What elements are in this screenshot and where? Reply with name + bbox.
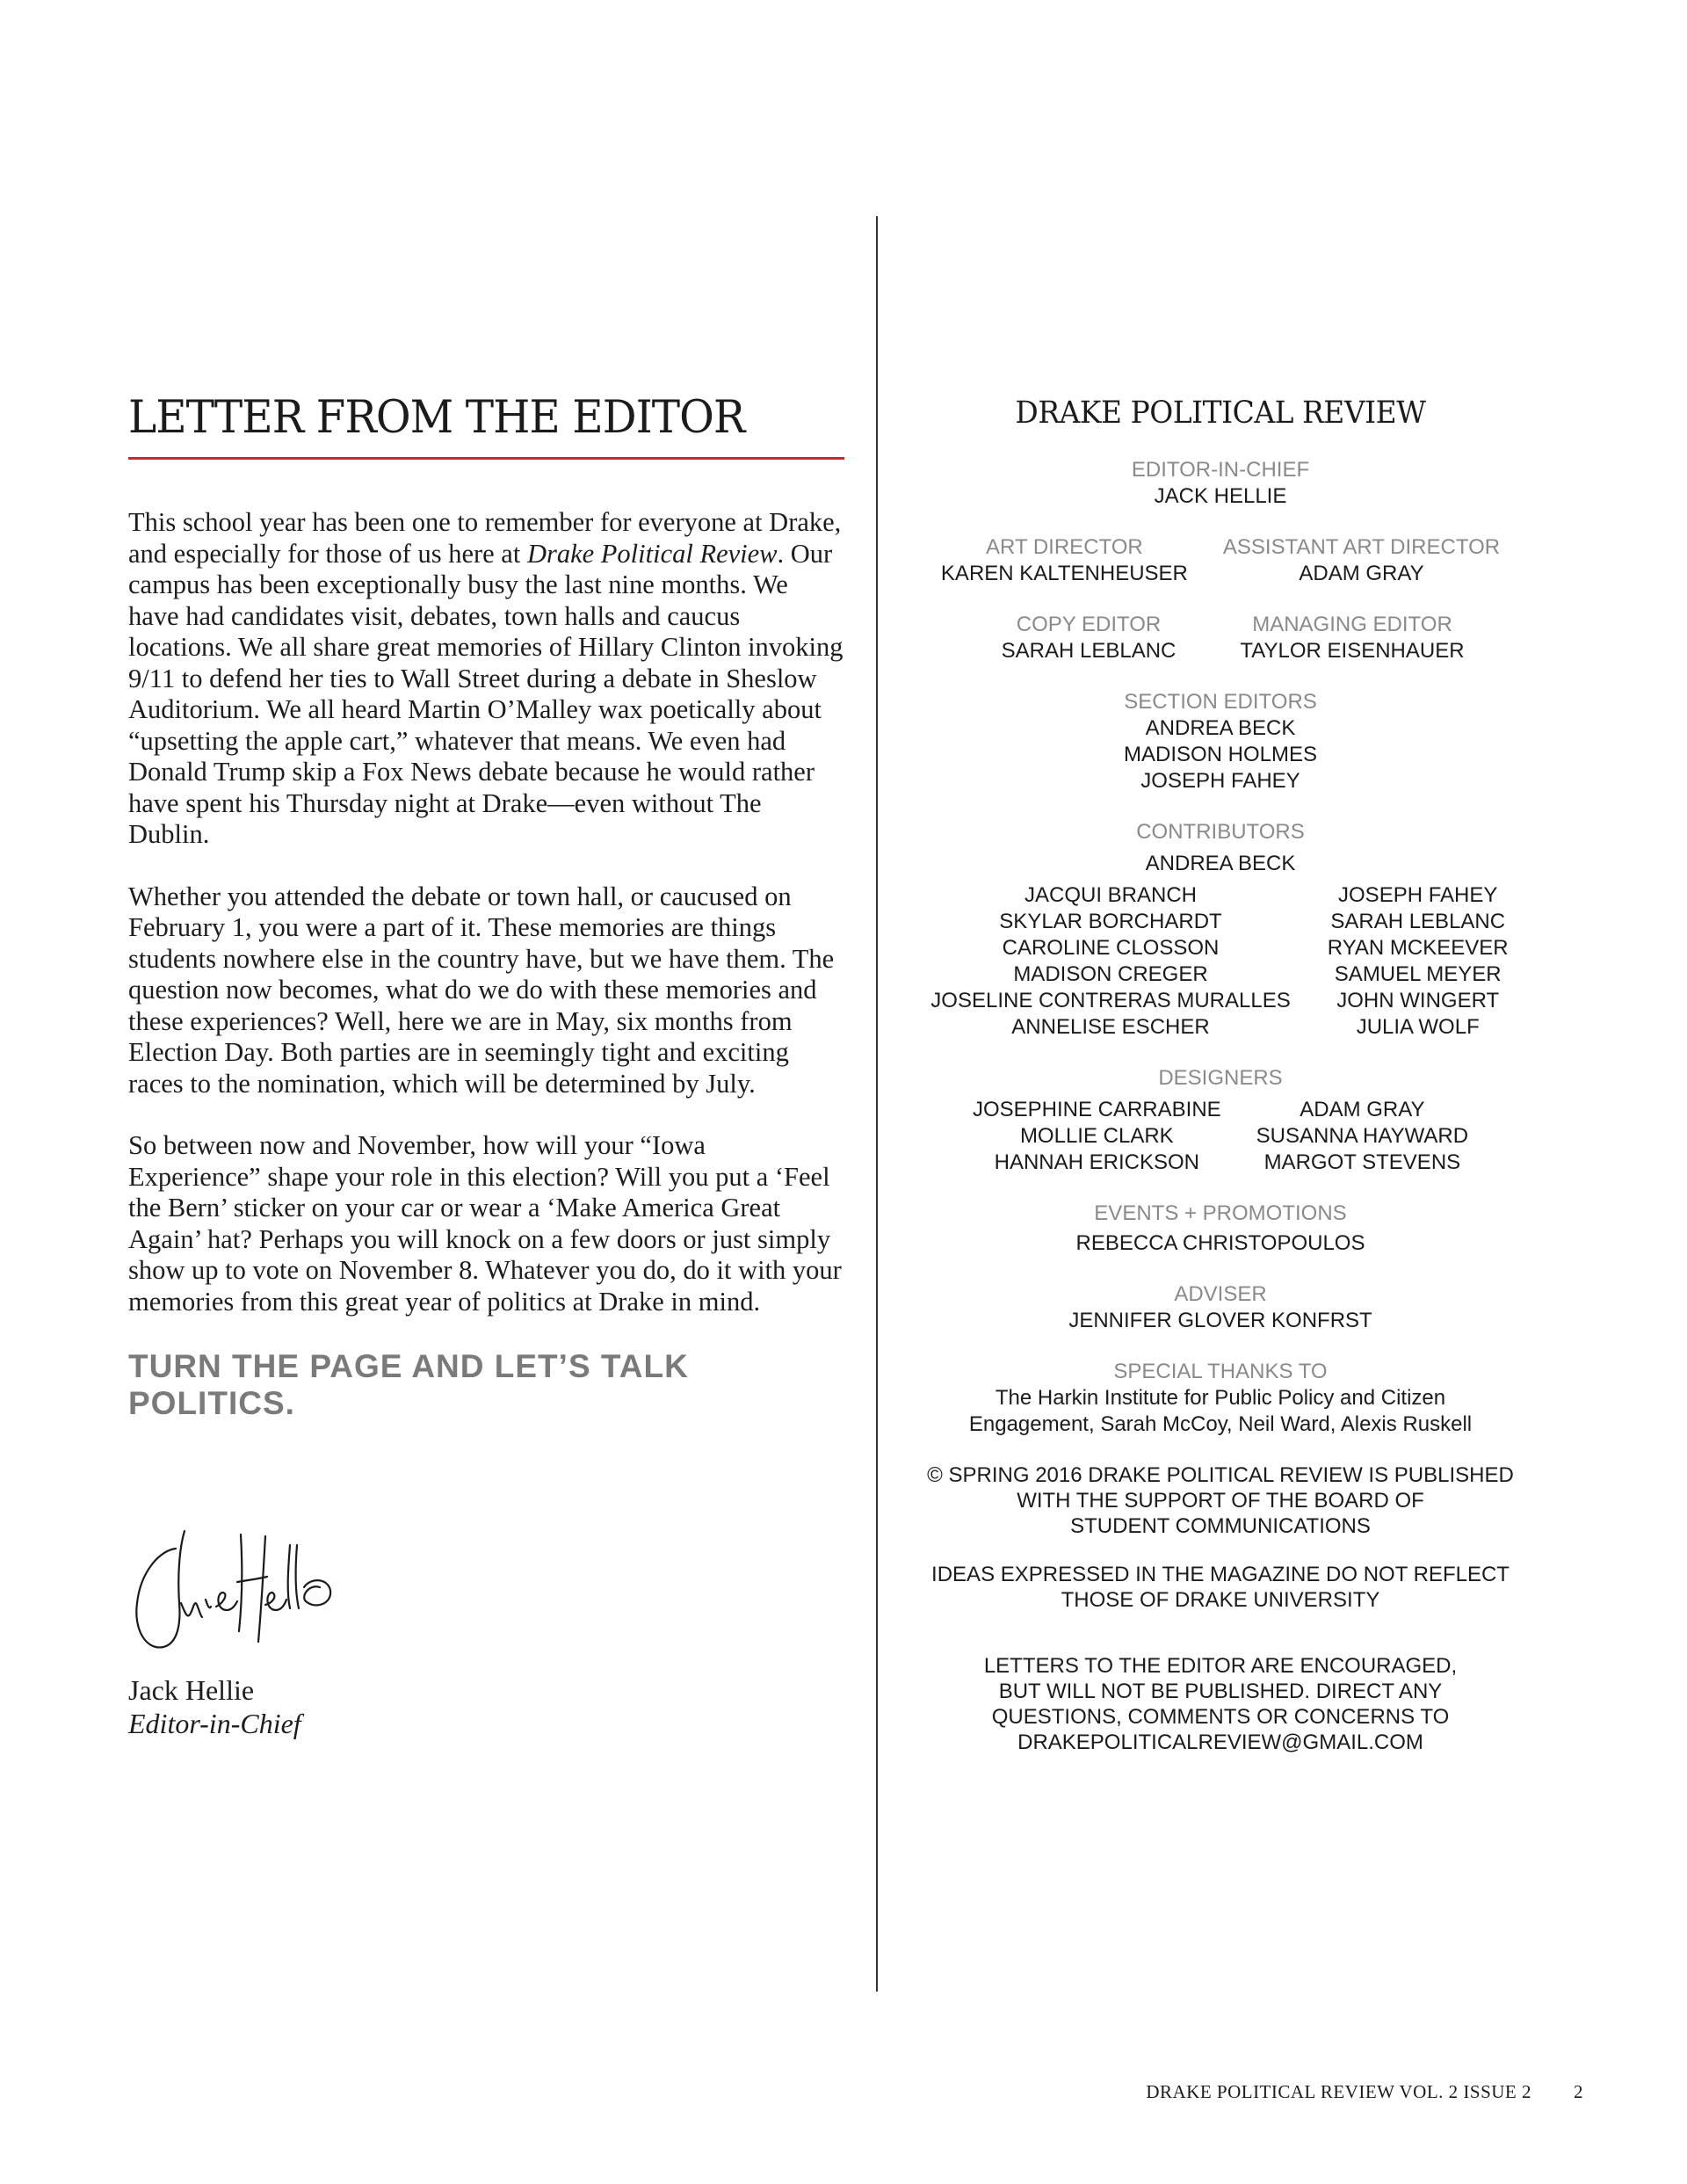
editor-role: Editor-in-Chief — [128, 1708, 301, 1739]
masthead — [909, 395, 1532, 1778]
p1-text-b: . Our campus has been exceptionally busy the last nine months. We have had candidates visit, debates, town halls and caucus locations. We all share great memories of Hillary Clinton invoking 9/11 to defend her ties to Wall Street during a debate in Sheslow Auditorium. We all heard Martin O’Malley wax poetically about “upsetting the apple cart,” whatever that means. We even had Donald Trump skip a Fox News debate because he would rather have spent his Thursday night at Drake—even without The Dublin. — [128, 538, 844, 850]
designers-block — [909, 1065, 1532, 1176]
editors-block — [909, 612, 1532, 664]
staff-name: ANDREA BECK — [1145, 716, 1296, 740]
role-label: EVENTS + PROMOTIONS — [1094, 1201, 1347, 1225]
staff-name: JOSELINE CONTRERAS MURALLES — [930, 989, 1291, 1012]
staff-name: RYAN MCKEEVER — [1327, 936, 1509, 960]
letter-paragraph-2: Whether you attended the debate or town hall, or caucused on February 1, you were a part of it. These memories are things students nowhere else in the country have, but we have them. The question now becomes, what do we do with these memories and these experiences? Well, here we are in May, six months from Election Day. Both parties are in seemingly tight and exciting races to the nomination, which will be determined by July. — [128, 881, 835, 1099]
staff-name: JACQUI BRANCH — [1024, 883, 1198, 907]
thanks-line: Engagement, Sarah McCoy, Neil Ward, Alexis Ruskell — [968, 1412, 1473, 1436]
handwritten-signature — [125, 1519, 353, 1659]
staff-name: SARAH LEBLANC — [1001, 639, 1177, 663]
staff-name: ANNELISE ESCHER — [1011, 1015, 1210, 1039]
events-block — [909, 1201, 1532, 1257]
footer-publication: DRAKE POLITICAL REVIEW VOL. 2 ISSUE 2 — [1146, 2081, 1531, 2102]
staff-name: MOLLIE CLARK — [1019, 1124, 1174, 1148]
staff-name: MARGOT STEVENS — [1263, 1150, 1461, 1174]
contact-email: DRAKEPOLITICALREVIEW@GMAIL.COM — [1017, 1731, 1423, 1754]
staff-name: CAROLINE CLOSSON — [1002, 936, 1220, 960]
editor-in-chief-block — [909, 457, 1532, 510]
staff-name: JENNIFER GLOVER KONFRST — [1068, 1309, 1372, 1332]
disclaimer-line: IDEAS EXPRESSED IN THE MAGAZINE DO NOT REFLECT — [931, 1563, 1510, 1586]
letters-line: LETTERS TO THE EDITOR ARE ENCOURAGED, — [983, 1654, 1458, 1678]
role-label: ART DIRECTOR — [986, 535, 1143, 559]
staff-name: MADISON HOLMES — [1123, 743, 1318, 766]
section-editors-block — [909, 689, 1532, 795]
contributors-grid — [909, 882, 1532, 1041]
staff-name: JOSEPH FAHEY — [1140, 769, 1300, 793]
disclaimer-line: THOSE OF DRAKE UNIVERSITY — [1061, 1588, 1380, 1612]
staff-name: SAMUEL MEYER — [1334, 962, 1502, 986]
designers-grid — [909, 1097, 1532, 1176]
designers-left-column — [973, 1097, 1221, 1176]
letters-line: QUESTIONS, COMMENTS OR CONCERNS TO — [991, 1705, 1450, 1729]
role-label: ASSISTANT ART DIRECTOR — [1222, 535, 1501, 559]
letter-body — [128, 507, 844, 1317]
staff-name: SARAH LEBLANC — [1330, 910, 1506, 933]
staff-name: ANDREA BECK — [1145, 852, 1296, 875]
staff-name: ADAM GRAY — [1299, 562, 1424, 585]
contributors-right-column — [1326, 882, 1510, 1041]
letter-paragraph-1 — [128, 507, 844, 851]
contributors-block — [909, 819, 1532, 1041]
page-number: 2 — [1574, 2081, 1583, 2102]
staff-name: MADISON CREGER — [1013, 962, 1208, 986]
copyright-notice — [909, 1462, 1532, 1539]
role-label: SPECIAL THANKS TO — [1113, 1360, 1328, 1383]
role-label: DESIGNERS — [1158, 1066, 1283, 1090]
masthead-title: DRAKE POLITICAL REVIEW — [1015, 395, 1426, 431]
staff-name: JACK HELLIE — [1154, 484, 1287, 508]
letters-line: BUT WILL NOT BE PUBLISHED. DIRECT ANY — [998, 1680, 1443, 1703]
page-footer — [1146, 2081, 1583, 2103]
role-label: ADVISER — [1174, 1282, 1267, 1306]
designers-right-column — [1256, 1097, 1468, 1176]
staff-name: TAYLOR EISENHAUER — [1240, 639, 1465, 663]
adviser-block — [909, 1281, 1532, 1334]
editor-name: Jack Hellie — [128, 1674, 255, 1706]
special-thanks-block — [909, 1359, 1532, 1438]
title-underline-rule — [128, 457, 844, 460]
role-label: MANAGING EDITOR — [1252, 613, 1452, 636]
staff-name: JULIA WOLF — [1356, 1015, 1480, 1039]
call-to-action: TURN THE PAGE AND LET’S TALK POLITICS. — [128, 1348, 689, 1422]
art-direction-block — [909, 534, 1532, 587]
column-divider — [876, 216, 878, 1992]
role-label: COPY EDITOR — [1016, 613, 1162, 636]
staff-name: KAREN KALTENHEUSER — [940, 562, 1188, 585]
staff-name: JOSEPHINE CARRABINE — [972, 1098, 1221, 1121]
contributors-left-column — [930, 882, 1290, 1041]
thanks-line: The Harkin Institute for Public Policy and Citizen — [995, 1386, 1446, 1410]
letter-section — [128, 394, 844, 1422]
role-label: SECTION EDITORS — [1124, 690, 1317, 714]
staff-name: SUSANNA HAYWARD — [1256, 1124, 1469, 1148]
role-label: EDITOR-IN-CHIEF — [1131, 458, 1310, 482]
staff-name: REBECCA CHRISTOPOULOS — [1075, 1231, 1365, 1255]
staff-name: JOHN WINGERT — [1336, 989, 1500, 1012]
letters-policy — [909, 1653, 1532, 1755]
copyright-line: WITH THE SUPPORT OF THE BOARD OF — [1017, 1489, 1424, 1513]
staff-name: SKYLAR BORCHARDT — [999, 910, 1222, 933]
staff-name: HANNAH ERICKSON — [994, 1150, 1199, 1174]
role-label: CONTRIBUTORS — [1136, 820, 1305, 844]
disclaimer-notice — [909, 1562, 1532, 1613]
staff-name: JOSEPH FAHEY — [1338, 883, 1498, 907]
copyright-line: STUDENT COMMUNICATIONS — [1070, 1514, 1371, 1538]
signature-block — [128, 1673, 301, 1740]
letter-paragraph-3: So between now and November, how will your “Iowa Experience” shape your role in this election? Will you put a ‘Feel the Bern’ sticker on your car or wear a ‘Make America Great Again’ hat? Perhaps you will knock on a few doors or just simply show up to vote on November 8. Whatever you do, do it with your memories from this great year of politics at Drake in mind. — [128, 1130, 842, 1317]
letter-title: LETTER FROM THE EDITOR — [128, 392, 745, 444]
p1-text-a: This school year has been one to remember for everyone at Drake, and especially for those of us here at — [128, 507, 842, 569]
copyright-line: © SPRING 2016 DRAKE POLITICAL REVIEW IS PUBLISHED — [927, 1463, 1514, 1487]
staff-name: ADAM GRAY — [1300, 1098, 1425, 1121]
p1-publication-name: Drake Political Review — [526, 538, 778, 569]
